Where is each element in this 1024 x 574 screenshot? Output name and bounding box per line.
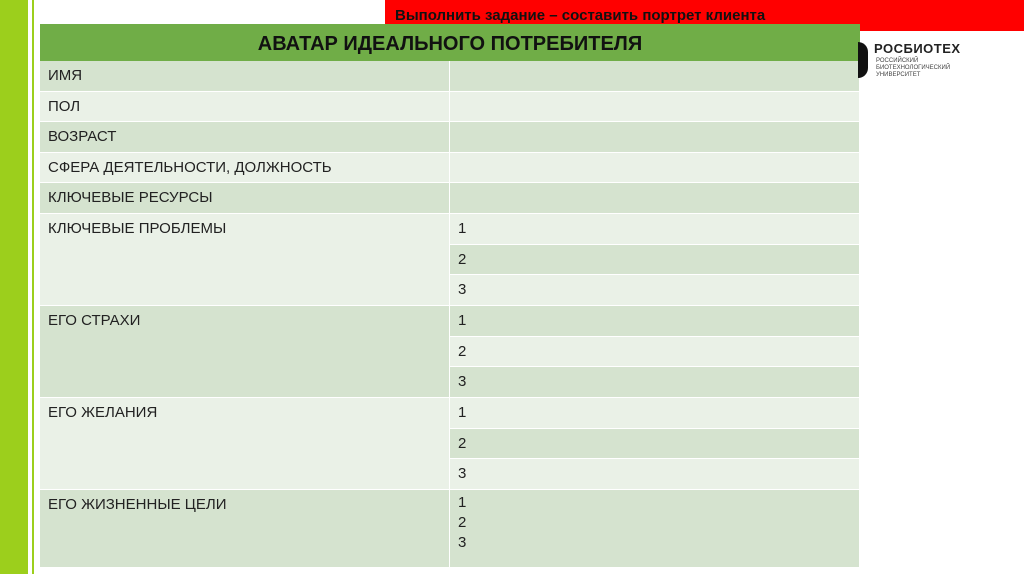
left-accent-bar <box>0 0 28 574</box>
left-accent-line <box>32 0 34 574</box>
row-value-age[interactable] <box>450 122 860 153</box>
desires-item-1[interactable]: 1 <box>450 398 860 429</box>
row-value-resources[interactable] <box>450 183 860 214</box>
row-label-name: ИМЯ <box>40 61 450 92</box>
problems-item-2[interactable]: 2 <box>450 245 860 275</box>
desires-item-3[interactable]: 3 <box>450 459 860 490</box>
logo-subtitle: РОССИЙСКИЙ БИОТЕХНОЛОГИЧЕСКИЙ УНИВЕРСИТЕТ <box>876 58 951 78</box>
row-label-desires: ЕГО ЖЕЛАНИЯ <box>40 398 450 490</box>
goals-item-1: 1 <box>458 494 467 511</box>
fears-item-3[interactable]: 3 <box>450 367 860 398</box>
row-value-occupation[interactable] <box>450 153 860 183</box>
row-label-occupation: СФЕРА ДЕЯТЕЛЬНОСТИ, ДОЛЖНОСТЬ <box>40 153 450 183</box>
goals-item-3: 3 <box>458 534 467 551</box>
goals-item-2: 2 <box>458 514 467 531</box>
row-label-problems: КЛЮЧЕВЫЕ ПРОБЛЕМЫ <box>40 214 450 306</box>
problems-item-1[interactable]: 1 <box>450 214 860 245</box>
desires-item-2[interactable]: 2 <box>450 429 860 459</box>
task-banner: Выполнить задание – составить портрет клиента <box>385 0 1024 31</box>
logo-mark-icon <box>858 42 868 78</box>
row-label-resources: КЛЮЧЕВЫЕ РЕСУРСЫ <box>40 183 450 214</box>
problems-item-3[interactable]: 3 <box>450 275 860 306</box>
row-label-gender: ПОЛ <box>40 92 450 122</box>
row-value-name[interactable] <box>450 61 860 92</box>
logo-name: РОСБИОТЕХ <box>874 41 961 56</box>
table-title: АВАТАР ИДЕАЛЬНОГО ПОТРЕБИТЕЛЯ <box>40 24 860 61</box>
goals-items[interactable] <box>450 490 860 568</box>
fears-item-2[interactable]: 2 <box>450 337 860 367</box>
fears-item-1[interactable]: 1 <box>450 306 860 337</box>
university-logo <box>858 38 1018 88</box>
row-label-age: ВОЗРАСТ <box>40 122 450 153</box>
row-value-gender[interactable] <box>450 92 860 122</box>
row-label-fears: ЕГО СТРАХИ <box>40 306 450 398</box>
avatar-table <box>40 24 860 568</box>
row-label-goals: ЕГО ЖИЗНЕННЫЕ ЦЕЛИ <box>40 490 450 568</box>
